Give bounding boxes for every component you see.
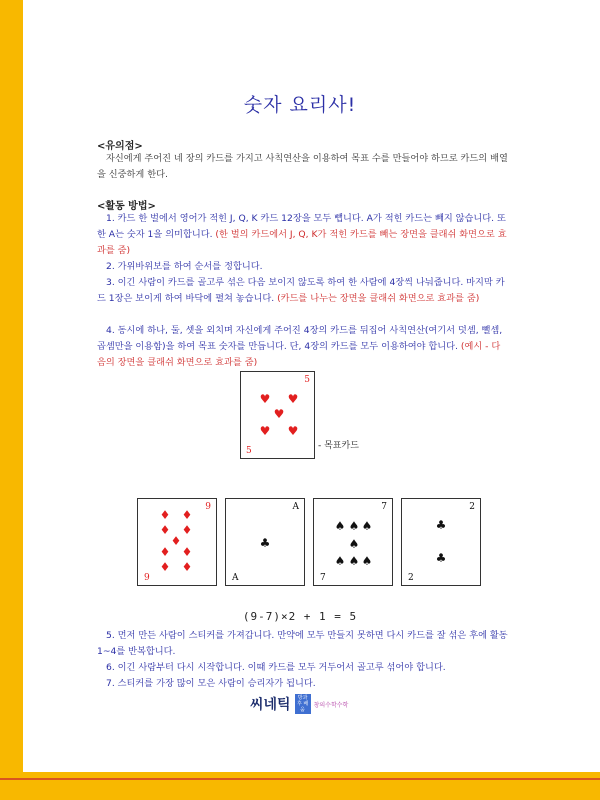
club-icon: ♣: [259, 536, 271, 550]
heart-icon: ♥: [259, 392, 271, 406]
step-6: 6. 이긴 사람부터 다시 시작합니다. 이때 카드를 모두 거두어서 골고루 섞어야 합니다.: [106, 662, 446, 673]
spade-icon: ♠: [348, 554, 360, 568]
heart-icon: ♥: [287, 392, 299, 406]
step-3: [97, 275, 509, 307]
card-rank-top: A: [292, 502, 299, 512]
heart-icon: ♥: [259, 424, 271, 438]
club-icon: ♣: [435, 551, 447, 565]
bottom-accent-bar: [0, 772, 600, 800]
step-4-text: 4. 동시에 하나, 둘, 셋을 외치며 자신에게 주어진 4장의 카드를 뒤집어 사칙연산(여기서 덧셈, 뺄셈, 곱셈만을 이용함)을 하여 목표 숫자를 만듭니다. 단, 4장의 카드를 모두 이용하여야 합니다.: [97, 325, 503, 352]
diamond-icon: ♦: [159, 523, 171, 537]
step-1: [97, 211, 509, 259]
target-card: [240, 371, 315, 459]
step-4-note: (예시 - 다음의 장면을 클래쉬 화면으로 효과를 줌): [97, 341, 501, 368]
heart-icon: ♥: [273, 407, 285, 421]
card-rank-top: 9: [205, 502, 211, 512]
spade-icon: ♠: [334, 554, 346, 568]
diamond-icon: ♦: [181, 545, 193, 559]
step-7: 7. 스티커를 가장 많이 모은 사람이 승리자가 됩니다.: [106, 678, 316, 689]
target-card-label: - 목표카드: [318, 441, 359, 451]
step-5: 5. 먼저 만든 사람이 스티커를 가져갑니다. 만약에 모두 만들지 못하면 다시 카드를 잘 섞은 후에 활동1~4를 반복합니다.: [97, 630, 508, 657]
bottom-accent-line: [0, 778, 600, 780]
spade-icon: ♠: [361, 519, 373, 533]
heart-icon: ♥: [287, 424, 299, 438]
target-card-rank-top: 5: [304, 375, 310, 385]
step-1-note: (한 벌의 카드에서 J, Q, K가 적힌 카드를 빼는 장면을 클래쉬 화면으로 효과를 줌): [97, 229, 507, 256]
activity-heading: <활동 방법>: [97, 201, 156, 212]
card-rank-top: 2: [469, 502, 475, 512]
notes-text: 자신에게 주어진 네 장의 카드를 가지고 사칙연산을 이용하여 목표 수를 만들어야 하므로 카드의 배열을 신중하게 한다.: [97, 153, 508, 180]
spade-icon: ♠: [348, 519, 360, 533]
hand-card-2-club: [401, 498, 481, 586]
diamond-icon: ♦: [170, 534, 182, 548]
page-title: 숫자 요리사!: [243, 94, 357, 116]
brand-logo-sub: 창의수학수학: [313, 701, 349, 709]
card-rank-bottom: A: [232, 573, 239, 583]
step-2: 2. 가위바위보를 하여 순서를 정합니다.: [106, 261, 263, 272]
diamond-icon: ♦: [159, 508, 171, 522]
hand-card-9-diamond: [137, 498, 217, 586]
spade-icon: ♠: [334, 519, 346, 533]
card-rank-bottom: 7: [320, 573, 326, 583]
left-accent-bar: [0, 0, 23, 800]
hand-card-7-spade: [313, 498, 393, 586]
brand-logo-main: 씨네틱: [250, 697, 291, 713]
step-3-text: 3. 이긴 사람이 카드를 골고루 섞은 다음 보이지 않도록 하여 한 사람에 4장씩 나눠줍니다. 마지막 카드 1장은 보이게 하여 바닥에 펼쳐 놓습니다.: [97, 277, 505, 304]
brand-logo-box: 방과후 배움: [295, 694, 311, 714]
example-equation: (9-7)×2 + 1 = 5: [242, 610, 358, 623]
diamond-icon: ♦: [159, 560, 171, 574]
spade-icon: ♠: [361, 554, 373, 568]
target-card-rank-bottom: 5: [246, 446, 252, 456]
diamond-icon: ♦: [181, 560, 193, 574]
spade-icon: ♠: [348, 537, 360, 551]
club-icon: ♣: [435, 518, 447, 532]
diamond-icon: ♦: [181, 523, 193, 537]
step-1-text: 1. 카드 한 벌에서 영어가 적힌 J, Q, K 카드 12장을 모두 뺍니다. A가 적힌 카드는 빼지 않습니다. 또한 A는 숫자 1을 의미합니다.: [97, 213, 506, 240]
card-rank-bottom: 2: [408, 573, 414, 583]
diamond-icon: ♦: [159, 545, 171, 559]
card-rank-bottom: 9: [144, 573, 150, 583]
brand-logo: [250, 694, 348, 714]
hand-card-ace-club: [225, 498, 305, 586]
notes-heading: <유의점>: [97, 141, 143, 152]
step-4: [97, 323, 509, 371]
step-3-note: (카드를 나누는 장면을 클래쉬 화면으로 효과를 줌): [277, 293, 480, 304]
card-rank-top: 7: [381, 502, 387, 512]
diamond-icon: ♦: [181, 508, 193, 522]
